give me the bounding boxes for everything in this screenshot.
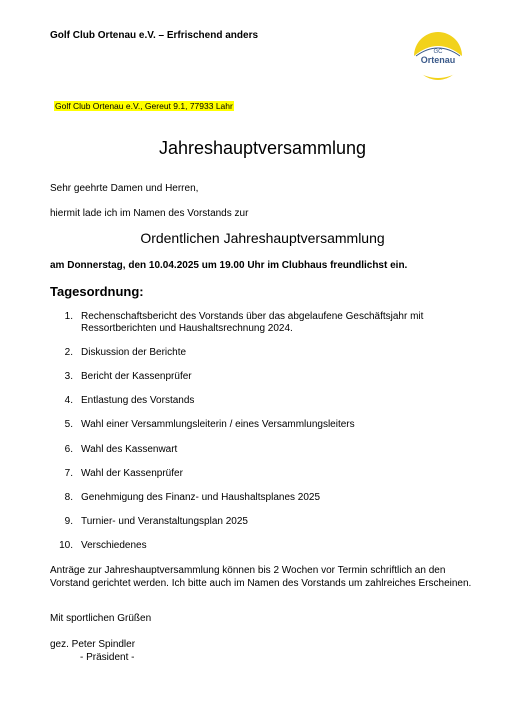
agenda-item-text: Verschiedenes bbox=[81, 540, 147, 551]
document-title: Jahreshauptversammlung bbox=[158, 138, 367, 158]
address-line: Golf Club Ortenau e.V., Gereut 9.1, 77933 Lahr bbox=[55, 101, 233, 111]
agenda-item-number: 1. bbox=[64, 311, 73, 322]
greeting: Sehr geehrte Damen und Herren, bbox=[50, 183, 199, 194]
agenda-item-text: Wahl der Kassenprüfer bbox=[81, 468, 183, 479]
agenda-item-text: Bericht der Kassenprüfer bbox=[81, 371, 192, 382]
header-title: Golf Club Ortenau e.V. – Erfrischend anders bbox=[50, 30, 259, 41]
agenda-item-number: 4. bbox=[64, 395, 73, 406]
agenda-item-number: 9. bbox=[64, 516, 73, 527]
agenda-item-text: Rechenschaftsbericht des Vorstands über das abgelaufene Geschäftsjahr mit Ressortberichten und Haushaltsrechnung 2024. bbox=[81, 311, 424, 334]
signature-role: - Präsident - bbox=[80, 652, 135, 663]
agenda-item-text: Diskussion der Berichte bbox=[81, 347, 187, 358]
logo-text-ortenau: Ortenau bbox=[420, 55, 456, 65]
agenda-item-number: 5. bbox=[64, 419, 73, 430]
date-line: am Donnerstag, den 10.04.2025 um 19.00 Uhr im Clubhaus freundlichst ein. bbox=[50, 260, 408, 271]
agenda-item-text: Wahl einer Versammlungsleiterin / eines Versammlungsleiters bbox=[81, 419, 355, 430]
agenda-item-number: 2. bbox=[64, 347, 73, 358]
agenda-item-number: 8. bbox=[64, 492, 73, 503]
agenda-item-text: Entlastung des Vorstands bbox=[81, 395, 195, 406]
meeting-subtitle: Ordentlichen Jahreshauptversammlung bbox=[140, 230, 385, 246]
agenda-item-text: Wahl des Kassenwart bbox=[81, 444, 178, 455]
agenda-item-number: 7. bbox=[64, 468, 73, 479]
logo-text-gc: GC bbox=[433, 49, 443, 55]
intro-text: hiermit lade ich im Namen des Vorstands zur bbox=[50, 208, 249, 219]
agenda-heading: Tagesordnung: bbox=[50, 284, 144, 299]
agenda-item-number: 3. bbox=[64, 371, 73, 382]
agenda-item-number: 10. bbox=[59, 540, 73, 551]
closing-paragraph: Anträge zur Jahreshauptversammlung können bis 2 Wochen vor Termin schriftlich an den Vorstand gerichtet werden. Ich bitte auch im Namen des Vorstands um zahlreiches Erscheinen. bbox=[50, 565, 472, 589]
agenda-item-text: Turnier- und Veranstaltungsplan 2025 bbox=[81, 516, 248, 527]
signature-name: gez. Peter Spindler bbox=[50, 639, 136, 650]
agenda-item-number: 6. bbox=[64, 444, 73, 455]
club-logo bbox=[412, 30, 464, 82]
agenda-item-text: Genehmigung des Finanz- und Haushaltsplanes 2025 bbox=[81, 492, 321, 503]
regards: Mit sportlichen Grüßen bbox=[50, 613, 152, 624]
